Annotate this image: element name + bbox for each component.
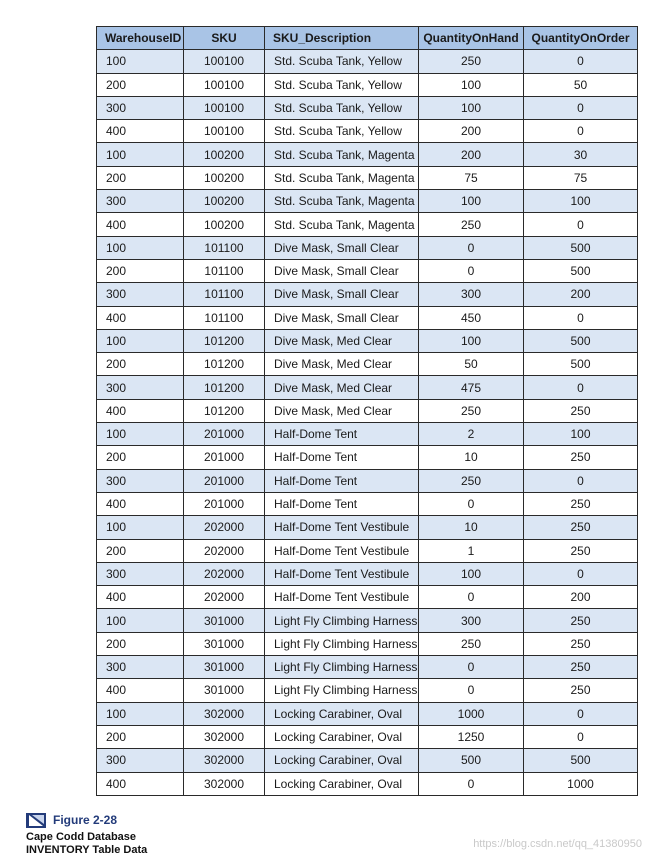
cell-quantity-on-hand: 500 bbox=[419, 749, 524, 772]
cell-sku: 101100 bbox=[184, 236, 265, 259]
cell-sku-description: Half-Dome Tent Vestibule bbox=[265, 586, 419, 609]
cell-quantity-on-hand: 100 bbox=[419, 73, 524, 96]
cell-sku: 202000 bbox=[184, 539, 265, 562]
cell-quantity-on-hand: 300 bbox=[419, 283, 524, 306]
cell-warehouseid: 100 bbox=[97, 516, 184, 539]
table-body bbox=[97, 50, 638, 796]
inventory-table bbox=[96, 26, 638, 796]
cell-warehouseid: 300 bbox=[97, 749, 184, 772]
cell-warehouseid: 400 bbox=[97, 120, 184, 143]
cell-quantity-on-order: 250 bbox=[524, 656, 638, 679]
cell-warehouseid: 200 bbox=[97, 446, 184, 469]
cell-quantity-on-hand: 1000 bbox=[419, 702, 524, 725]
table-row bbox=[97, 632, 638, 655]
cell-sku-description: Half-Dome Tent Vestibule bbox=[265, 562, 419, 585]
cell-quantity-on-hand: 2 bbox=[419, 423, 524, 446]
cell-sku-description: Half-Dome Tent Vestibule bbox=[265, 539, 419, 562]
cell-sku: 302000 bbox=[184, 725, 265, 748]
table-row bbox=[97, 772, 638, 795]
cell-quantity-on-hand: 250 bbox=[419, 632, 524, 655]
cell-quantity-on-order: 500 bbox=[524, 259, 638, 282]
cell-quantity-on-order: 0 bbox=[524, 702, 638, 725]
cell-quantity-on-hand: 1250 bbox=[419, 725, 524, 748]
table-row bbox=[97, 213, 638, 236]
cell-warehouseid: 300 bbox=[97, 283, 184, 306]
cell-sku: 101100 bbox=[184, 259, 265, 282]
table-row bbox=[97, 423, 638, 446]
cell-quantity-on-order: 0 bbox=[524, 725, 638, 748]
table-row bbox=[97, 329, 638, 352]
cell-quantity-on-order: 0 bbox=[524, 50, 638, 73]
table-row bbox=[97, 539, 638, 562]
cell-quantity-on-hand: 0 bbox=[419, 492, 524, 515]
cell-sku-description: Half-Dome Tent bbox=[265, 469, 419, 492]
cell-sku-description: Light Fly Climbing Harness bbox=[265, 609, 419, 632]
cell-sku: 201000 bbox=[184, 446, 265, 469]
cell-quantity-on-order: 0 bbox=[524, 213, 638, 236]
cell-sku: 301000 bbox=[184, 609, 265, 632]
column-header-quantity-on-hand: QuantityOnHand bbox=[419, 27, 524, 50]
cell-sku: 201000 bbox=[184, 492, 265, 515]
cell-quantity-on-order: 200 bbox=[524, 283, 638, 306]
table-row bbox=[97, 50, 638, 73]
cell-quantity-on-order: 500 bbox=[524, 236, 638, 259]
cell-warehouseid: 100 bbox=[97, 50, 184, 73]
figure-label: Figure 2-28 bbox=[53, 813, 118, 827]
cell-sku-description: Dive Mask, Small Clear bbox=[265, 283, 419, 306]
cell-warehouseid: 400 bbox=[97, 772, 184, 795]
cell-warehouseid: 300 bbox=[97, 562, 184, 585]
caption-title: Cape Codd Database bbox=[26, 831, 137, 843]
cell-sku: 100200 bbox=[184, 166, 265, 189]
cell-quantity-on-order: 500 bbox=[524, 329, 638, 352]
table-row bbox=[97, 376, 638, 399]
cell-quantity-on-order: 0 bbox=[524, 376, 638, 399]
cell-sku-description: Dive Mask, Med Clear bbox=[265, 376, 419, 399]
table-row bbox=[97, 353, 638, 376]
cell-sku: 100200 bbox=[184, 143, 265, 166]
cell-quantity-on-order: 250 bbox=[524, 679, 638, 702]
cell-sku-description: Std. Scuba Tank, Magenta bbox=[265, 166, 419, 189]
cell-quantity-on-order: 250 bbox=[524, 399, 638, 422]
cell-sku-description: Dive Mask, Med Clear bbox=[265, 329, 419, 352]
cell-quantity-on-order: 500 bbox=[524, 353, 638, 376]
cell-sku: 101200 bbox=[184, 376, 265, 399]
cell-quantity-on-order: 50 bbox=[524, 73, 638, 96]
cell-sku: 101100 bbox=[184, 283, 265, 306]
cell-sku: 301000 bbox=[184, 679, 265, 702]
table-row bbox=[97, 166, 638, 189]
cell-quantity-on-hand: 0 bbox=[419, 679, 524, 702]
cell-quantity-on-hand: 250 bbox=[419, 50, 524, 73]
table-row bbox=[97, 516, 638, 539]
column-header-warehouseid: WarehouseID bbox=[97, 27, 184, 50]
cell-quantity-on-order: 250 bbox=[524, 609, 638, 632]
table-row bbox=[97, 469, 638, 492]
cell-sku-description: Dive Mask, Med Clear bbox=[265, 353, 419, 376]
cell-quantity-on-order: 250 bbox=[524, 632, 638, 655]
cell-sku: 201000 bbox=[184, 423, 265, 446]
figure-flag-icon bbox=[26, 813, 46, 828]
cell-quantity-on-hand: 0 bbox=[419, 772, 524, 795]
cell-sku-description: Light Fly Climbing Harness bbox=[265, 632, 419, 655]
table-row bbox=[97, 259, 638, 282]
cell-warehouseid: 400 bbox=[97, 399, 184, 422]
table-row bbox=[97, 143, 638, 166]
cell-warehouseid: 200 bbox=[97, 259, 184, 282]
cell-quantity-on-order: 0 bbox=[524, 306, 638, 329]
cell-sku-description: Locking Carabiner, Oval bbox=[265, 725, 419, 748]
cell-quantity-on-hand: 300 bbox=[419, 609, 524, 632]
cell-quantity-on-order: 0 bbox=[524, 120, 638, 143]
cell-quantity-on-order: 250 bbox=[524, 539, 638, 562]
cell-quantity-on-hand: 475 bbox=[419, 376, 524, 399]
cell-warehouseid: 300 bbox=[97, 96, 184, 119]
cell-warehouseid: 200 bbox=[97, 353, 184, 376]
column-header-quantity-on-order: QuantityOnOrder bbox=[524, 27, 638, 50]
cell-quantity-on-order: 250 bbox=[524, 516, 638, 539]
cell-warehouseid: 400 bbox=[97, 586, 184, 609]
cell-quantity-on-hand: 450 bbox=[419, 306, 524, 329]
cell-sku: 301000 bbox=[184, 632, 265, 655]
cell-sku-description: Std. Scuba Tank, Yellow bbox=[265, 120, 419, 143]
cell-sku-description: Locking Carabiner, Oval bbox=[265, 772, 419, 795]
cell-sku: 302000 bbox=[184, 702, 265, 725]
cell-quantity-on-order: 250 bbox=[524, 446, 638, 469]
cell-quantity-on-order: 0 bbox=[524, 96, 638, 119]
cell-quantity-on-order: 250 bbox=[524, 492, 638, 515]
table-row bbox=[97, 306, 638, 329]
cell-quantity-on-hand: 0 bbox=[419, 656, 524, 679]
figure-caption bbox=[26, 812, 147, 857]
cell-warehouseid: 100 bbox=[97, 329, 184, 352]
cell-quantity-on-order: 500 bbox=[524, 749, 638, 772]
table-row bbox=[97, 283, 638, 306]
cell-warehouseid: 300 bbox=[97, 190, 184, 213]
cell-warehouseid: 400 bbox=[97, 213, 184, 236]
cell-sku: 202000 bbox=[184, 586, 265, 609]
cell-warehouseid: 400 bbox=[97, 679, 184, 702]
table-row bbox=[97, 562, 638, 585]
cell-warehouseid: 200 bbox=[97, 725, 184, 748]
table-row bbox=[97, 749, 638, 772]
cell-sku-description: Dive Mask, Small Clear bbox=[265, 306, 419, 329]
cell-quantity-on-hand: 250 bbox=[419, 399, 524, 422]
cell-sku: 302000 bbox=[184, 749, 265, 772]
cell-quantity-on-order: 200 bbox=[524, 586, 638, 609]
cell-sku: 201000 bbox=[184, 469, 265, 492]
cell-quantity-on-order: 1000 bbox=[524, 772, 638, 795]
table-row bbox=[97, 399, 638, 422]
table-row bbox=[97, 609, 638, 632]
cell-sku: 302000 bbox=[184, 772, 265, 795]
cell-sku-description: Dive Mask, Small Clear bbox=[265, 259, 419, 282]
cell-warehouseid: 100 bbox=[97, 423, 184, 446]
cell-sku: 101200 bbox=[184, 329, 265, 352]
cell-sku-description: Half-Dome Tent bbox=[265, 446, 419, 469]
cell-sku: 100100 bbox=[184, 73, 265, 96]
table-row bbox=[97, 446, 638, 469]
cell-sku-description: Std. Scuba Tank, Yellow bbox=[265, 50, 419, 73]
cell-sku-description: Light Fly Climbing Harness bbox=[265, 656, 419, 679]
cell-quantity-on-hand: 250 bbox=[419, 469, 524, 492]
table-row bbox=[97, 120, 638, 143]
column-header-sku: SKU bbox=[184, 27, 265, 50]
cell-sku-description: Std. Scuba Tank, Yellow bbox=[265, 73, 419, 96]
cell-sku-description: Dive Mask, Med Clear bbox=[265, 399, 419, 422]
table-row bbox=[97, 492, 638, 515]
cell-sku-description: Std. Scuba Tank, Magenta bbox=[265, 190, 419, 213]
table-row bbox=[97, 73, 638, 96]
cell-quantity-on-hand: 0 bbox=[419, 259, 524, 282]
figure-title-line bbox=[26, 812, 147, 828]
cell-sku: 100100 bbox=[184, 120, 265, 143]
table-row bbox=[97, 656, 638, 679]
cell-warehouseid: 200 bbox=[97, 166, 184, 189]
cell-sku: 101200 bbox=[184, 399, 265, 422]
column-header-sku-description: SKU_Description bbox=[265, 27, 419, 50]
cell-warehouseid: 300 bbox=[97, 656, 184, 679]
cell-sku-description: Locking Carabiner, Oval bbox=[265, 702, 419, 725]
cell-sku: 202000 bbox=[184, 562, 265, 585]
table-header-row bbox=[97, 27, 638, 50]
cell-quantity-on-order: 100 bbox=[524, 190, 638, 213]
cell-quantity-on-hand: 10 bbox=[419, 446, 524, 469]
cell-sku-description: Std. Scuba Tank, Magenta bbox=[265, 213, 419, 236]
cell-quantity-on-hand: 75 bbox=[419, 166, 524, 189]
table-row bbox=[97, 586, 638, 609]
cell-sku: 101100 bbox=[184, 306, 265, 329]
cell-sku: 100200 bbox=[184, 190, 265, 213]
cell-sku: 100100 bbox=[184, 96, 265, 119]
cell-quantity-on-order: 0 bbox=[524, 469, 638, 492]
cell-sku-description: Std. Scuba Tank, Yellow bbox=[265, 96, 419, 119]
cell-warehouseid: 100 bbox=[97, 702, 184, 725]
cell-quantity-on-hand: 100 bbox=[419, 562, 524, 585]
cell-warehouseid: 100 bbox=[97, 236, 184, 259]
cell-warehouseid: 300 bbox=[97, 376, 184, 399]
cell-sku-description: Half-Dome Tent bbox=[265, 423, 419, 446]
cell-quantity-on-hand: 100 bbox=[419, 329, 524, 352]
cell-quantity-on-order: 0 bbox=[524, 562, 638, 585]
cell-quantity-on-order: 75 bbox=[524, 166, 638, 189]
table-row bbox=[97, 725, 638, 748]
table-row bbox=[97, 702, 638, 725]
cell-quantity-on-hand: 200 bbox=[419, 143, 524, 166]
cell-warehouseid: 100 bbox=[97, 143, 184, 166]
cell-warehouseid: 300 bbox=[97, 469, 184, 492]
cell-quantity-on-order: 30 bbox=[524, 143, 638, 166]
cell-quantity-on-hand: 250 bbox=[419, 213, 524, 236]
table-row bbox=[97, 679, 638, 702]
cell-sku-description: Std. Scuba Tank, Magenta bbox=[265, 143, 419, 166]
cell-sku-description: Half-Dome Tent bbox=[265, 492, 419, 515]
watermark-url: https://blog.csdn.net/qq_41380950 bbox=[473, 838, 642, 850]
cell-warehouseid: 400 bbox=[97, 306, 184, 329]
cell-quantity-on-hand: 200 bbox=[419, 120, 524, 143]
cell-quantity-on-hand: 100 bbox=[419, 96, 524, 119]
cell-sku-description: Dive Mask, Small Clear bbox=[265, 236, 419, 259]
cell-quantity-on-hand: 10 bbox=[419, 516, 524, 539]
cell-sku-description: Half-Dome Tent Vestibule bbox=[265, 516, 419, 539]
cell-quantity-on-hand: 0 bbox=[419, 236, 524, 259]
cell-warehouseid: 200 bbox=[97, 632, 184, 655]
caption-subtitle: INVENTORY Table Data bbox=[26, 844, 148, 856]
cell-quantity-on-order: 100 bbox=[524, 423, 638, 446]
cell-quantity-on-hand: 50 bbox=[419, 353, 524, 376]
table-row bbox=[97, 96, 638, 119]
cell-quantity-on-hand: 1 bbox=[419, 539, 524, 562]
cell-sku: 101200 bbox=[184, 353, 265, 376]
table-row bbox=[97, 190, 638, 213]
cell-sku-description: Locking Carabiner, Oval bbox=[265, 749, 419, 772]
cell-warehouseid: 100 bbox=[97, 609, 184, 632]
cell-warehouseid: 200 bbox=[97, 73, 184, 96]
cell-warehouseid: 400 bbox=[97, 492, 184, 515]
table-row bbox=[97, 236, 638, 259]
cell-sku: 301000 bbox=[184, 656, 265, 679]
cell-quantity-on-hand: 100 bbox=[419, 190, 524, 213]
cell-sku: 100100 bbox=[184, 50, 265, 73]
cell-sku-description: Light Fly Climbing Harness bbox=[265, 679, 419, 702]
cell-warehouseid: 200 bbox=[97, 539, 184, 562]
cell-sku: 202000 bbox=[184, 516, 265, 539]
cell-quantity-on-hand: 0 bbox=[419, 586, 524, 609]
cell-sku: 100200 bbox=[184, 213, 265, 236]
